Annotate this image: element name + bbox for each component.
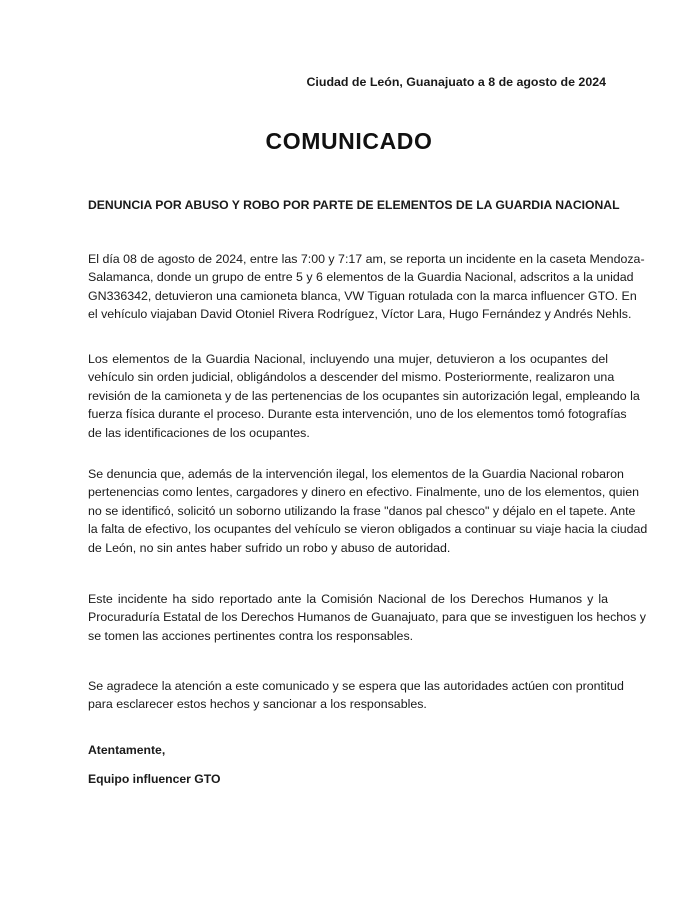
paragraph-line: revisión de la camioneta y de las pertenencias de los ocupantes sin autorización legal, empleando la: [88, 388, 640, 403]
paragraph-line: Se denuncia que, además de la intervención ilegal, los elementos de la Guardia Nacional robaron: [88, 467, 624, 481]
paragraph-5: [88, 677, 624, 714]
paragraph-line: GN336342, detuvieron una camioneta blanca, VW Tiguan rotulada con la marca influencer GTO. En: [88, 288, 637, 303]
paragraph-line: Este incidente ha sido reportado ante la Comisión Nacional de los Derechos Humanos y la: [88, 592, 608, 606]
date-line: Ciudad de León, Guanajuato a 8 de agosto de 2024: [306, 75, 606, 89]
paragraph-1: [88, 250, 645, 324]
paragraph-line: Procuraduría Estatal de los Derechos Humanos de Guanajuato, para que se investiguen los hechos y: [88, 610, 646, 625]
document-subtitle: DENUNCIA POR ABUSO Y ROBO POR PARTE DE ELEMENTOS DE LA GUARDIA NACIONAL: [88, 198, 620, 212]
paragraph-2: [88, 350, 640, 442]
paragraph-line: de León, no sin antes haber sufrido un robo y abuso de autoridad.: [88, 540, 451, 555]
paragraph-line: se tomen las acciones pertinentes contra los responsables.: [88, 628, 414, 643]
paragraph-line: la falta de efectivo, los ocupantes del vehículo se vieron obligados a continuar su viaje hacia la ciudad: [88, 522, 648, 537]
closing-salutation: Atentamente,: [88, 743, 166, 757]
document-title: COMUNICADO: [265, 128, 433, 154]
paragraph-line: vehículo sin orden judicial, obligándolos a descender del mismo. Posteriormente, realizaron una: [88, 370, 615, 385]
paragraph-line: Se agradece la atención a este comunicado y se espera que las autoridades actúen con prontitud: [88, 679, 624, 693]
paragraph-line: el vehículo viajaban David Otoniel Rivera Rodríguez, Víctor Lara, Hugo Fernández y Andrés Nehls.: [88, 307, 632, 322]
paragraph-line: El día 08 de agosto de 2024, entre las 7:00 y 7:17 am, se reporta un incidente en la caseta Mendoza-: [88, 252, 645, 266]
paragraph-line: Salamanca, donde un grupo de entre 5 y 6 elementos de la Guardia Nacional, adscritos a la unidad: [88, 270, 634, 285]
paragraph-line: Los elementos de la Guardia Nacional, incluyendo una mujer, detuvieron a los ocupantes del: [88, 352, 608, 366]
paragraph-line: para esclarecer estos hechos y sancionar a los responsables.: [88, 697, 427, 712]
paragraph-line: de las identificaciones de los ocupantes.: [88, 425, 310, 440]
paragraph-3: [88, 465, 648, 557]
paragraph-line: pertenencias como lentes, cargadores y dinero en efectivo. Finalmente, uno de los elementos, quien: [88, 485, 640, 500]
paragraph-4: [88, 590, 646, 645]
paragraph-line: fuerza física durante el proceso. Durante esta intervención, uno de los elementos tomó fotografías: [88, 407, 627, 422]
paragraph-line: no se identificó, solicitó un soborno utilizando la frase "danos pal chesco" y déjalo en el tapete. Ante: [88, 503, 636, 518]
signature: Equipo influencer GTO: [88, 772, 221, 786]
